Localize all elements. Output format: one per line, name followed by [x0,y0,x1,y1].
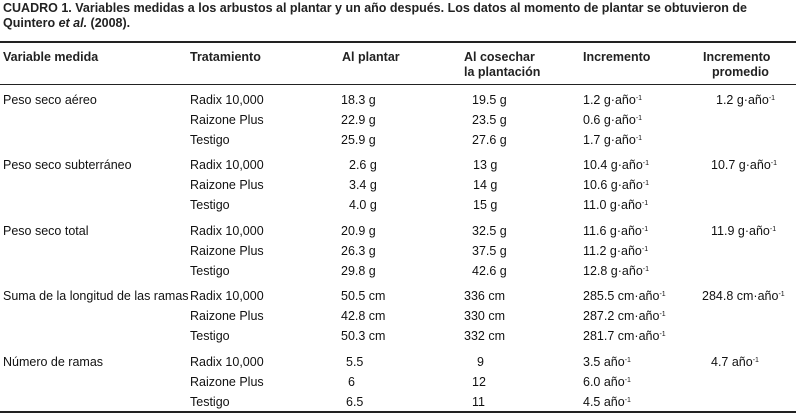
incremento-cell [583,288,666,304]
incremento-value: 1.7 g·año [583,133,636,147]
incremento-value: 10.4 g·año [583,158,643,172]
incremento-cell [583,328,666,344]
table-bottom-rule [0,411,796,413]
incremento-value: 1.2 g·año [583,93,636,107]
header-incremento-promedio: Incremento [703,50,771,64]
tratamiento-cell: Testigo [190,395,230,409]
al-cosechar-cell: 336 cm [464,289,505,303]
incremento-promedio-cell [702,288,785,304]
incremento-exponent: -1 [641,246,649,253]
tratamiento-cell: Raizone Plus [190,244,264,258]
tratamiento-cell: Radix 10,000 [190,158,264,172]
incremento-cell [583,374,631,390]
table-caption [3,1,793,31]
incremento-exponent: -1 [642,266,650,273]
al-plantar-cell: 5.5 [346,355,364,369]
al-plantar-cell: 50.5 cm [341,289,386,303]
incremento-exponent: -1 [659,291,666,298]
incremento-value: 12.8 g·año [583,264,643,278]
al-cosechar-cell: 19.5 g [472,93,507,107]
incremento-promedio-exponent: -1 [752,357,759,364]
incremento-value: 11.6 g·año [583,224,642,238]
incremento-cell [583,354,631,370]
tratamiento-cell: Radix 10,000 [190,93,264,107]
header-al-cosechar: Al cosechar [464,50,535,64]
table-header-rule [0,84,796,85]
al-cosechar-cell: 13 g [473,158,498,172]
tratamiento-cell: Raizone Plus [190,178,264,192]
tratamiento-cell: Radix 10,000 [190,289,264,303]
tratamiento-cell: Testigo [190,198,230,212]
incremento-promedio-exponent: -1 [778,291,785,298]
al-cosechar-cell: 332 cm [464,329,505,343]
al-cosechar-cell: 14 g [473,178,498,192]
incremento-cell [583,243,648,259]
al-cosechar-cell: 9 [477,355,484,369]
caption-text-end: (2008). [87,16,131,30]
incremento-promedio-exponent: -1 [768,95,776,102]
incremento-value: 3.5 año [583,355,625,369]
incremento-promedio-value: 10.7 g·año [711,158,771,172]
incremento-promedio-cell [716,92,775,108]
al-cosechar-cell: 23.5 g [472,113,507,127]
al-cosechar-cell: 37.5 g [472,244,507,258]
incremento-cell [583,132,642,148]
incremento-value: 6.0 año [583,375,625,389]
incremento-promedio-cell [711,223,776,239]
al-cosechar-cell: 15 g [473,198,498,212]
incremento-exponent: -1 [642,180,650,187]
al-plantar-cell: 18.3 g [341,93,376,107]
incremento-exponent: -1 [624,397,631,404]
al-cosechar-cell: 330 cm [464,309,505,323]
header-variable: Variable medida [3,50,99,64]
tratamiento-cell: Raizone Plus [190,375,264,389]
variable-label: Peso seco total [3,224,89,238]
incremento-promedio-exponent: -1 [770,160,778,167]
tratamiento-cell: Radix 10,000 [190,224,264,238]
tratamiento-cell: Testigo [190,133,230,147]
incremento-promedio-value: 284.8 cm·año [702,289,779,303]
incremento-promedio-cell [711,354,759,370]
al-plantar-cell: 4.0 g [349,198,377,212]
al-plantar-cell: 26.3 g [341,244,376,258]
al-cosechar-cell: 12 [472,375,486,389]
variable-label: Número de ramas [3,355,104,369]
incremento-promedio-value: 1.2 g·año [716,93,769,107]
incremento-exponent: -1 [659,311,666,318]
incremento-exponent: -1 [642,160,650,167]
incremento-exponent: -1 [635,115,643,122]
al-plantar-cell: 6.5 [346,395,364,409]
header-al-plantar: Al plantar [342,50,400,64]
tratamiento-cell: Raizone Plus [190,113,264,127]
header-al-cosechar-line2: la plantación [464,65,541,79]
incremento-value: 4.5 año [583,395,625,409]
incremento-value: 287.2 cm·año [583,309,660,323]
al-cosechar-cell: 42.6 g [472,264,507,278]
incremento-exponent: -1 [641,226,649,233]
al-plantar-cell: 2.6 g [349,158,377,172]
incremento-cell [583,223,648,239]
incremento-exponent: -1 [659,331,666,338]
al-plantar-cell: 22.9 g [341,113,376,127]
incremento-exponent: -1 [635,135,643,142]
incremento-cell [583,263,649,279]
incremento-cell [583,394,631,410]
al-plantar-cell: 50.3 cm [341,329,386,343]
incremento-value: 285.5 cm·año [583,289,660,303]
incremento-value: 281.7 cm·año [583,329,660,343]
table-top-rule [0,41,796,43]
incremento-cell [583,197,648,213]
incremento-value: 0.6 g·año [583,113,636,127]
tratamiento-cell: Testigo [190,329,230,343]
header-incremento-promedio-line2: promedio [712,65,769,79]
incremento-cell [583,177,649,193]
incremento-exponent: -1 [641,200,649,207]
incremento-promedio-cell [711,157,777,173]
incremento-value: 11.2 g·año [583,244,642,258]
incremento-value: 10.6 g·año [583,178,643,192]
al-cosechar-cell: 27.6 g [472,133,507,147]
tratamiento-cell: Testigo [190,264,230,278]
incremento-cell [583,157,649,173]
al-plantar-cell: 20.9 g [341,224,376,238]
incremento-cell [583,308,666,324]
al-plantar-cell: 25.9 g [341,133,376,147]
al-plantar-cell: 3.4 g [349,178,377,192]
variable-label: Peso seco aéreo [3,93,97,107]
incremento-cell [583,92,642,108]
tratamiento-cell: Radix 10,000 [190,355,264,369]
incremento-exponent: -1 [635,95,643,102]
tratamiento-cell: Raizone Plus [190,309,264,323]
incremento-promedio-exponent: -1 [769,226,777,233]
variable-label: Suma de la longitud de las ramas [3,289,189,303]
incremento-promedio-value: 4.7 año [711,355,753,369]
incremento-exponent: -1 [624,377,631,384]
caption-italic: et al. [58,16,88,30]
al-plantar-cell: 42.8 cm [341,309,386,323]
caption-text: CUADRO 1. Variables medidas a los arbustos al plantar y un año después. Los datos al momento de plantar se obtuvieron de Quintero [3,1,747,30]
incremento-promedio-value: 11.9 g·año [711,224,770,238]
header-tratamiento: Tratamiento [190,50,261,64]
header-incremento: Incremento [583,50,651,64]
al-plantar-cell: 6 [348,375,355,389]
incremento-cell [583,112,642,128]
incremento-exponent: -1 [624,357,631,364]
incremento-value: 11.0 g·año [583,198,642,212]
al-cosechar-cell: 11 [472,395,485,409]
al-plantar-cell: 29.8 g [341,264,376,278]
al-cosechar-cell: 32.5 g [472,224,507,238]
variable-label: Peso seco subterráneo [3,158,132,172]
